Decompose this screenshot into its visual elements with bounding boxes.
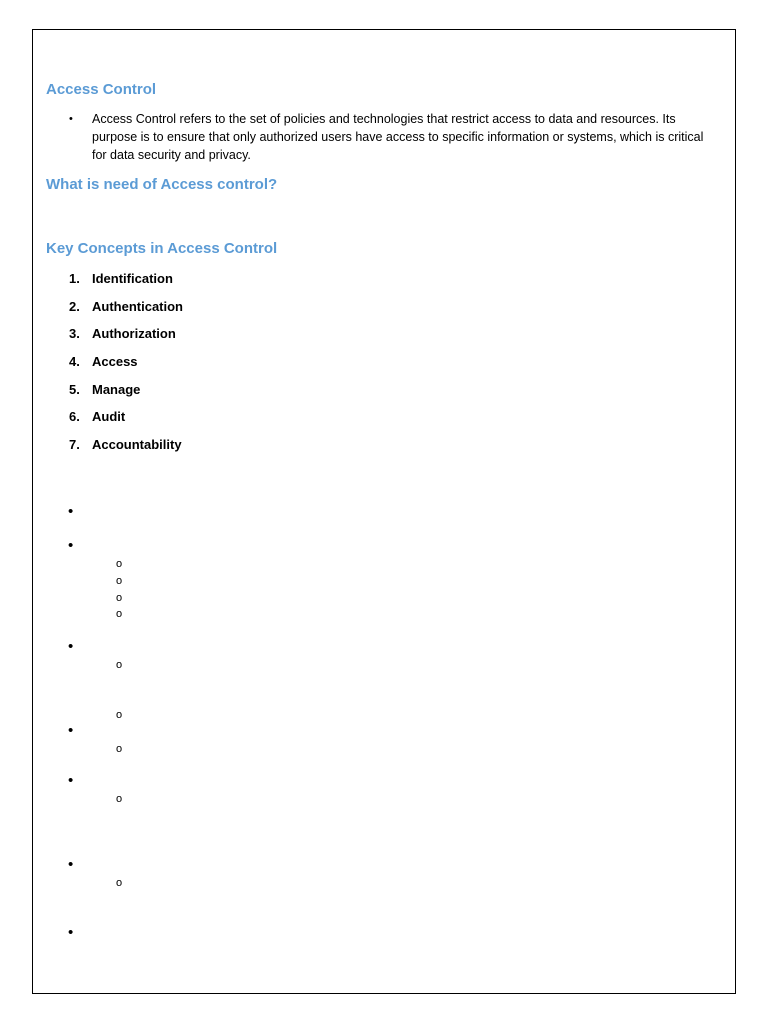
empty-sub-bullet: o bbox=[116, 743, 123, 755]
empty-sub-bullet: o bbox=[116, 659, 123, 671]
concept-item-2 bbox=[69, 298, 183, 316]
concept-item-1 bbox=[69, 270, 173, 288]
concept-label: Manage bbox=[92, 382, 141, 397]
concept-item-6 bbox=[69, 408, 125, 426]
empty-sub-bullet: o bbox=[116, 575, 123, 587]
concept-number: 1. bbox=[69, 271, 80, 286]
heading-access-control: Access Control bbox=[46, 81, 157, 98]
concept-label: Authentication bbox=[92, 299, 183, 314]
empty-bullet: • bbox=[68, 772, 74, 789]
concept-item-3 bbox=[69, 325, 176, 343]
concept-number: 4. bbox=[69, 354, 80, 369]
concept-number: 6. bbox=[69, 409, 80, 424]
empty-sub-bullet: o bbox=[116, 558, 123, 570]
document-page bbox=[32, 29, 736, 994]
empty-sub-bullet: o bbox=[116, 793, 123, 805]
concept-item-4 bbox=[69, 353, 138, 371]
empty-sub-bullet: o bbox=[116, 877, 123, 889]
concept-number: 2. bbox=[69, 299, 80, 314]
empty-bullet: • bbox=[68, 856, 74, 873]
heading-need-of-access-control: What is need of Access control? bbox=[46, 176, 278, 193]
concept-number: 3. bbox=[69, 326, 80, 341]
concept-label: Authorization bbox=[92, 326, 176, 341]
empty-sub-bullet: o bbox=[116, 709, 123, 721]
intro-text: Access Control refers to the set of policies and technologies that restrict access to data and resources. Its purpose is to ensure that only authorized users have access to specific information or systems, which is critical for data security and privacy. bbox=[92, 112, 704, 162]
heading-key-concepts: Key Concepts in Access Control bbox=[46, 240, 278, 257]
concept-label: Audit bbox=[92, 409, 126, 424]
concept-label: Access bbox=[92, 354, 138, 369]
concept-label: Accountability bbox=[92, 437, 182, 452]
empty-bullet: • bbox=[68, 722, 74, 739]
empty-sub-bullet: o bbox=[116, 608, 123, 620]
empty-bullet: • bbox=[68, 924, 74, 941]
intro-bullet: • bbox=[69, 113, 73, 125]
empty-bullet: • bbox=[68, 503, 74, 520]
empty-sub-bullet: o bbox=[116, 592, 123, 604]
concept-number: 5. bbox=[69, 382, 80, 397]
empty-bullet: • bbox=[68, 638, 74, 655]
concept-label: Identification bbox=[92, 271, 173, 286]
concept-item-5 bbox=[69, 381, 140, 399]
empty-bullet: • bbox=[68, 537, 74, 554]
concept-number: 7. bbox=[69, 437, 80, 452]
concept-item-7 bbox=[69, 436, 182, 454]
